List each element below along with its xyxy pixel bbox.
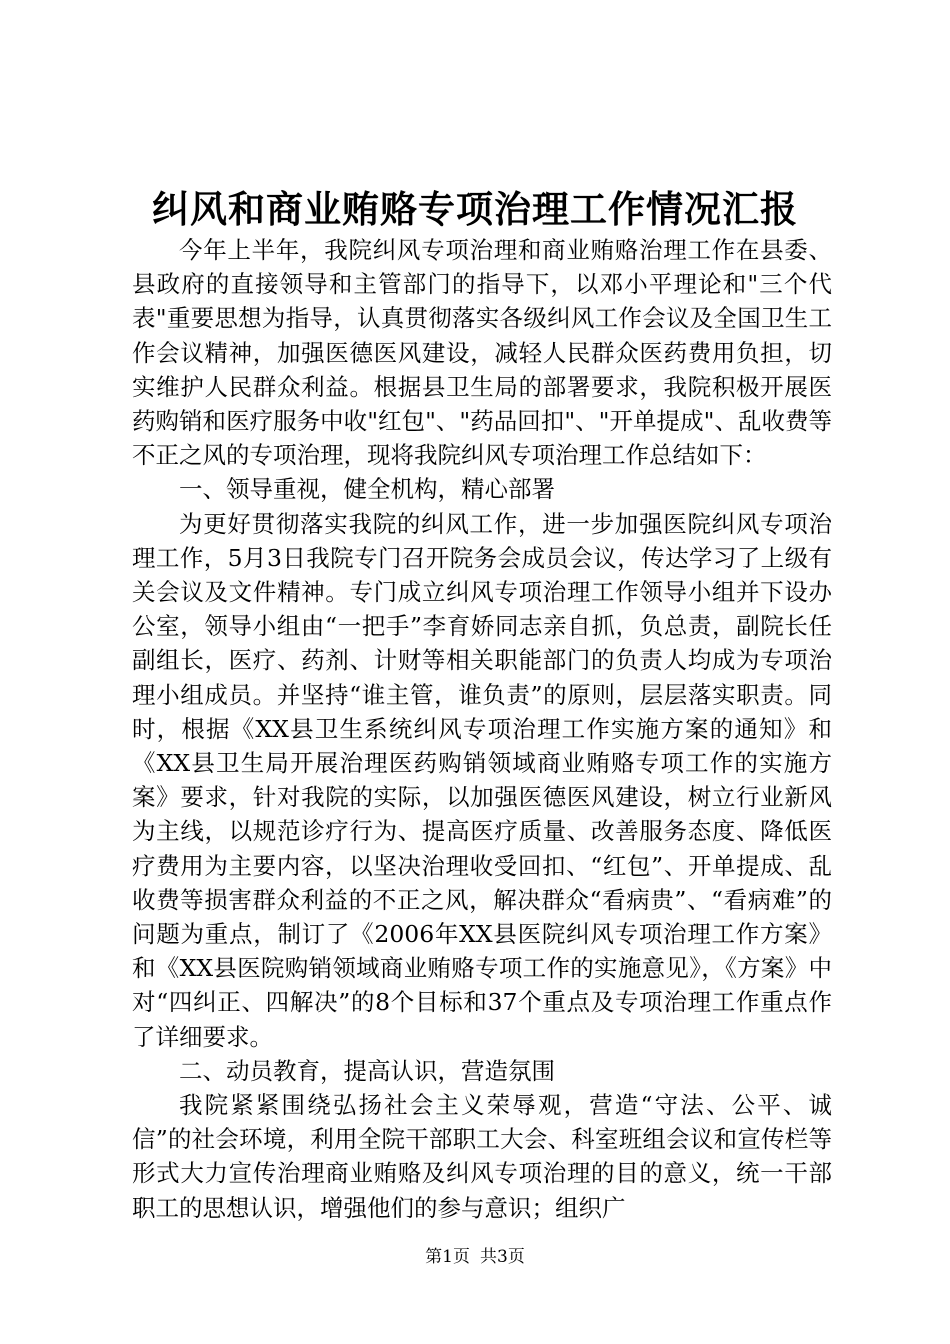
page-number: 第1页	[425, 1247, 470, 1267]
paragraph-intro: 今年上半年，我院纠风专项治理和商业贿赂治理工作在县委、县政府的直接领导和主管部门的指导下，以邓小平理论和"三个代表"重要思想为指导，认真贯彻落实各级纠风工作会议及全国卫生工作会议精神，加强医德医风建设，减轻人民群众医药费用负担，切实维护人民群众利益。根据县卫生局的部署要求，我院积极开展医药购销和医疗服务中收"红包"、"药品回扣"、"开单提成"、乱收费等不正之风的专项治理，现将我院纠风专项治理工作总结如下：	[132, 236, 832, 470]
page-footer	[0, 1245, 950, 1269]
paragraph-section-2: 我院紧紧围绕弘扬社会主义荣辱观，营造“守法、公平、诚信”的社会环境，利用全院干部职工大会、科室班组会议和宣传栏等形式大力宣传治理商业贿赂及纠风专项治理的目的意义，统一干部职工的思想认识，增强他们的参与意识；组织广	[132, 1091, 832, 1222]
page-total: 共3页	[480, 1247, 525, 1267]
document-title: 纠风和商业贿赂专项治理工作情况汇报	[152, 187, 798, 231]
paragraph-section-1: 为更好贯彻落实我院的纠风工作，进一步加强医院纠风专项治理工作，5月3日我院专门召开院务会成员会议，传达学习了上级有关会议及文件精神。专门成立纠风专项治理工作领导小组并下设办公室，领导小组由“一把手”李育娇同志亲自抓，负总责，副院长任副组长，医疗、药剂、计财等相关职能部门的负责人均成为专项治理小组成员。并坚持“谁主管，谁负责”的原则，层层落实职责。同时，根据《XX县卫生系统纠风专项治理工作实施方案的通知》和《XX县卫生局开展治理医药购销领域商业贿赂专项工作的实施方案》要求，针对我院的实际，以加强医德医风建设，树立行业新风为主线，以规范诊疗行为、提高医疗质量、改善服务态度、降低医疗费用为主要内容，以坚决治理收受回扣、“红包”、开单提成、乱收费等损害群众利益的不正之风，解决群众“看病贵”、“看病难”的问题为重点，制订了《2006年XX县医院纠风专项治理工作方案》和《XX县医院购销领域商业贿赂专项工作的实施意见》，《方案》中对“四纠正、四解决”的8个目标和37个重点及专项治理工作重点作了详细要求。	[132, 509, 832, 1051]
document-body	[132, 233, 832, 1225]
section-heading-1: 一、领导重视，健全机构，精心部署	[179, 475, 555, 504]
section-heading-2: 二、动员教育，提高认识，营造氛围	[179, 1056, 555, 1085]
